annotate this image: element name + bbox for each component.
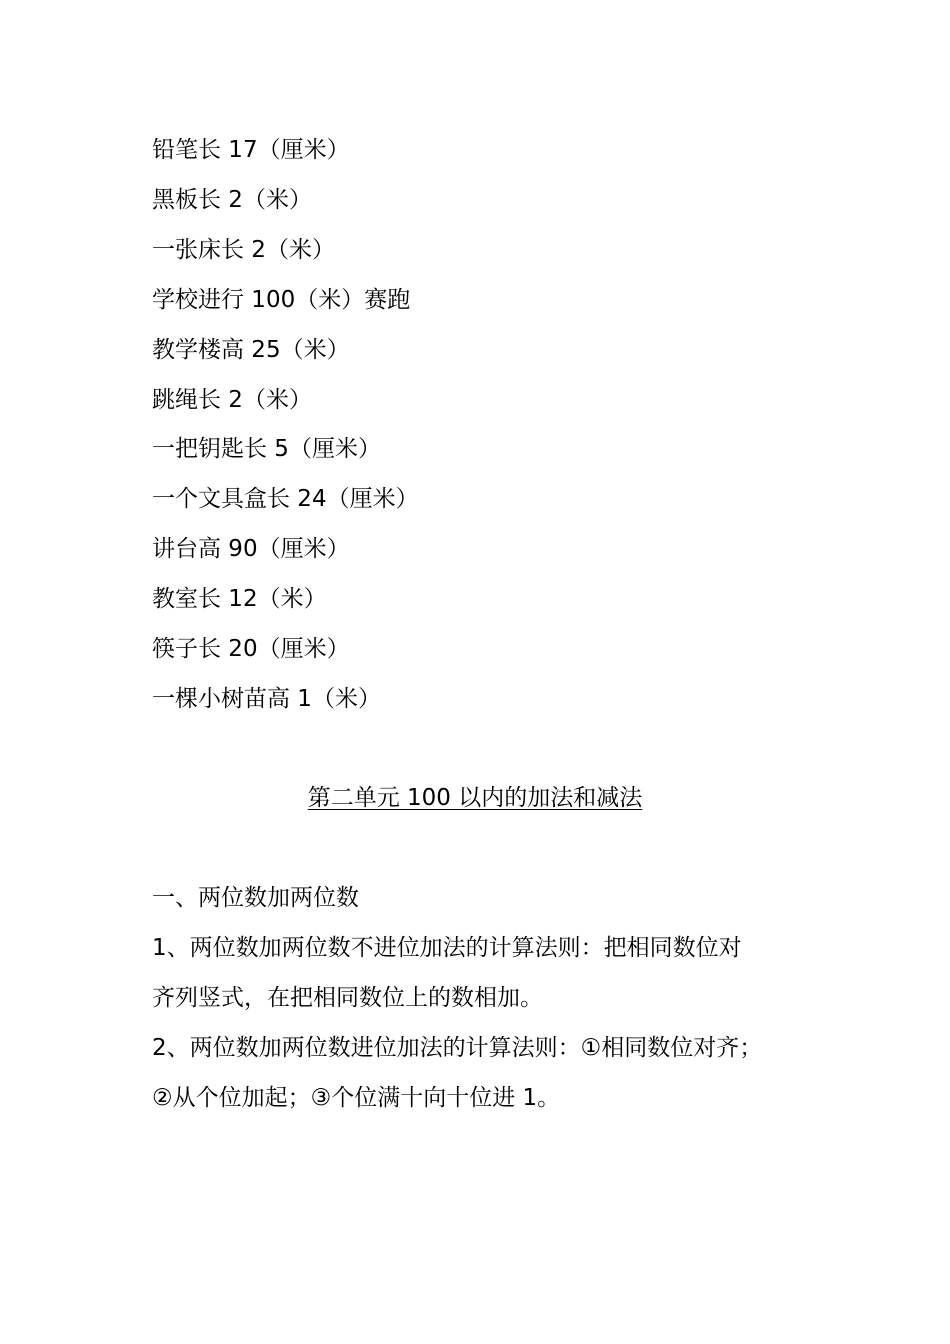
unit-title-text: 第二单元 100 以内的加法和减法 xyxy=(307,785,643,811)
measurement-item: 教学楼高 25（米） xyxy=(152,337,350,363)
rule-line: 2、两位数加两位数进位加法的计算法则：①相同数位对齐； xyxy=(152,1035,763,1061)
measurement-item: 铅笔长 17（厘米） xyxy=(152,137,350,163)
rule-line: 齐列竖式，在把相同数位上的数相加。 xyxy=(152,985,543,1011)
measurement-item: 黑板长 2（米） xyxy=(152,187,312,213)
measurement-item: 一把钥匙长 5（厘米） xyxy=(152,436,381,462)
measurement-item: 讲台高 90（厘米） xyxy=(152,536,350,562)
measurement-item: 跳绳长 2（米） xyxy=(152,387,312,413)
unit-title xyxy=(0,783,950,813)
section-title: 一、两位数加两位数 xyxy=(152,885,359,911)
measurement-item: 学校进行 100（米）赛跑 xyxy=(152,287,411,313)
measurement-item: 教室长 12（米） xyxy=(152,586,327,612)
measurement-item: 一个文具盒长 24（厘米） xyxy=(152,486,419,512)
measurement-item: 一棵小树苗高 1（米） xyxy=(152,686,381,712)
measurement-item: 一张床长 2（米） xyxy=(152,237,335,263)
rule-line: ②从个位加起；③个位满十向十位进 1。 xyxy=(152,1085,561,1111)
rule-line: 1、两位数加两位数不进位加法的计算法则：把相同数位对 xyxy=(152,935,742,961)
measurement-item: 筷子长 20（厘米） xyxy=(152,636,350,662)
